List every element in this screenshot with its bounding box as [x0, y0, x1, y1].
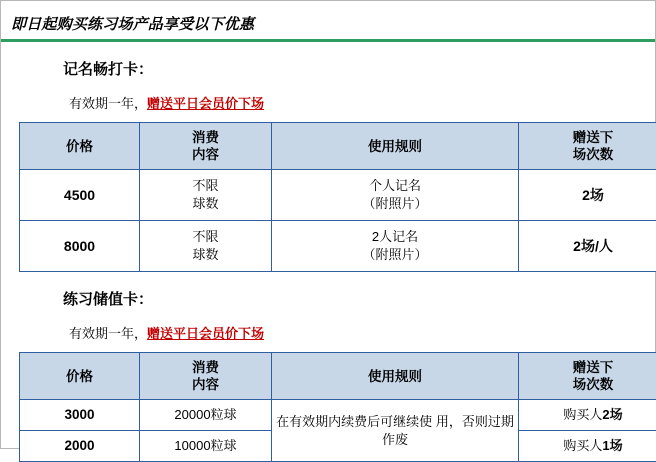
- cell-rule-line2: （附照片）: [275, 246, 515, 264]
- cell-rule-line2: （附照片）: [275, 195, 515, 213]
- cell-price: 4500: [20, 170, 140, 221]
- table-header-row: [20, 123, 656, 170]
- header-bonus-line2: 场次数: [522, 146, 656, 163]
- header-price: 价格: [20, 353, 140, 400]
- cell-rule-line1: 个人记名: [275, 177, 515, 195]
- section-title-membership-card: 记名畅打卡：: [63, 58, 655, 79]
- header-bonus-line1: 赠送下: [522, 129, 656, 146]
- cell-bonus-prefix: 购买人: [563, 407, 602, 422]
- cell-content-line2: 球数: [143, 246, 268, 264]
- header-bonus: [519, 353, 656, 400]
- cell-bonus-value: 1场: [602, 438, 622, 453]
- cell-price: 8000: [20, 221, 140, 272]
- cell-rule: [272, 170, 519, 221]
- header-price: 价格: [20, 123, 140, 170]
- header-content-line2: 内容: [143, 376, 268, 393]
- cell-content: 10000粒球: [140, 431, 272, 462]
- validity-highlight-2: 赠送平日会员价下场: [147, 326, 264, 341]
- cell-bonus: 2场/人: [519, 221, 656, 272]
- header-rule: 使用规则: [272, 353, 519, 400]
- validity-line-2: [69, 323, 655, 342]
- cell-bonus: 2场: [519, 170, 656, 221]
- cell-content: 20000粒球: [140, 400, 272, 431]
- table-row: [20, 170, 656, 221]
- cell-rule-line1: 在有效期内续费后可继续使: [276, 414, 432, 429]
- cell-bonus-prefix: 购买人: [563, 438, 602, 453]
- cell-content-line1: 不限: [143, 177, 268, 195]
- cell-bonus: [519, 400, 656, 431]
- header-bonus: [519, 123, 656, 170]
- table-row: [20, 221, 656, 272]
- cell-content-line2: 球数: [143, 195, 268, 213]
- cell-rule-line2: 用，否则过期作废: [382, 414, 514, 447]
- table-row: [20, 400, 656, 431]
- header-content-line2: 内容: [143, 146, 268, 163]
- validity-line-1: [69, 93, 655, 112]
- promo-banner: 即日起购买练习场产品享受以下优惠: [1, 10, 655, 42]
- header-bonus-line1: 赠送下: [522, 359, 656, 376]
- header-content-line1: 消费: [143, 359, 268, 376]
- table-header-row: [20, 353, 656, 400]
- cell-content-line1: 不限: [143, 228, 268, 246]
- validity-prefix-2: 有效期一年，: [69, 326, 147, 341]
- cell-price: 3000: [20, 400, 140, 431]
- cell-rule: [272, 221, 519, 272]
- cell-price: 2000: [20, 431, 140, 462]
- section-title-stored-value-card: 练习储值卡：: [63, 288, 655, 309]
- cell-rule-line1: 2人记名: [275, 228, 515, 246]
- header-content: [140, 123, 272, 170]
- cell-bonus: [519, 431, 656, 462]
- cell-content: [140, 170, 272, 221]
- cell-bonus-value: 2场: [602, 407, 622, 422]
- price-table-stored-value: [19, 352, 656, 462]
- header-content: [140, 353, 272, 400]
- header-content-line1: 消费: [143, 129, 268, 146]
- cell-rule-merged: [272, 400, 519, 462]
- price-table-membership: [19, 122, 656, 272]
- validity-highlight-1: 赠送平日会员价下场: [147, 96, 264, 111]
- validity-prefix-1: 有效期一年，: [69, 96, 147, 111]
- cell-content: [140, 221, 272, 272]
- header-rule: 使用规则: [272, 123, 519, 170]
- header-bonus-line2: 场次数: [522, 376, 656, 393]
